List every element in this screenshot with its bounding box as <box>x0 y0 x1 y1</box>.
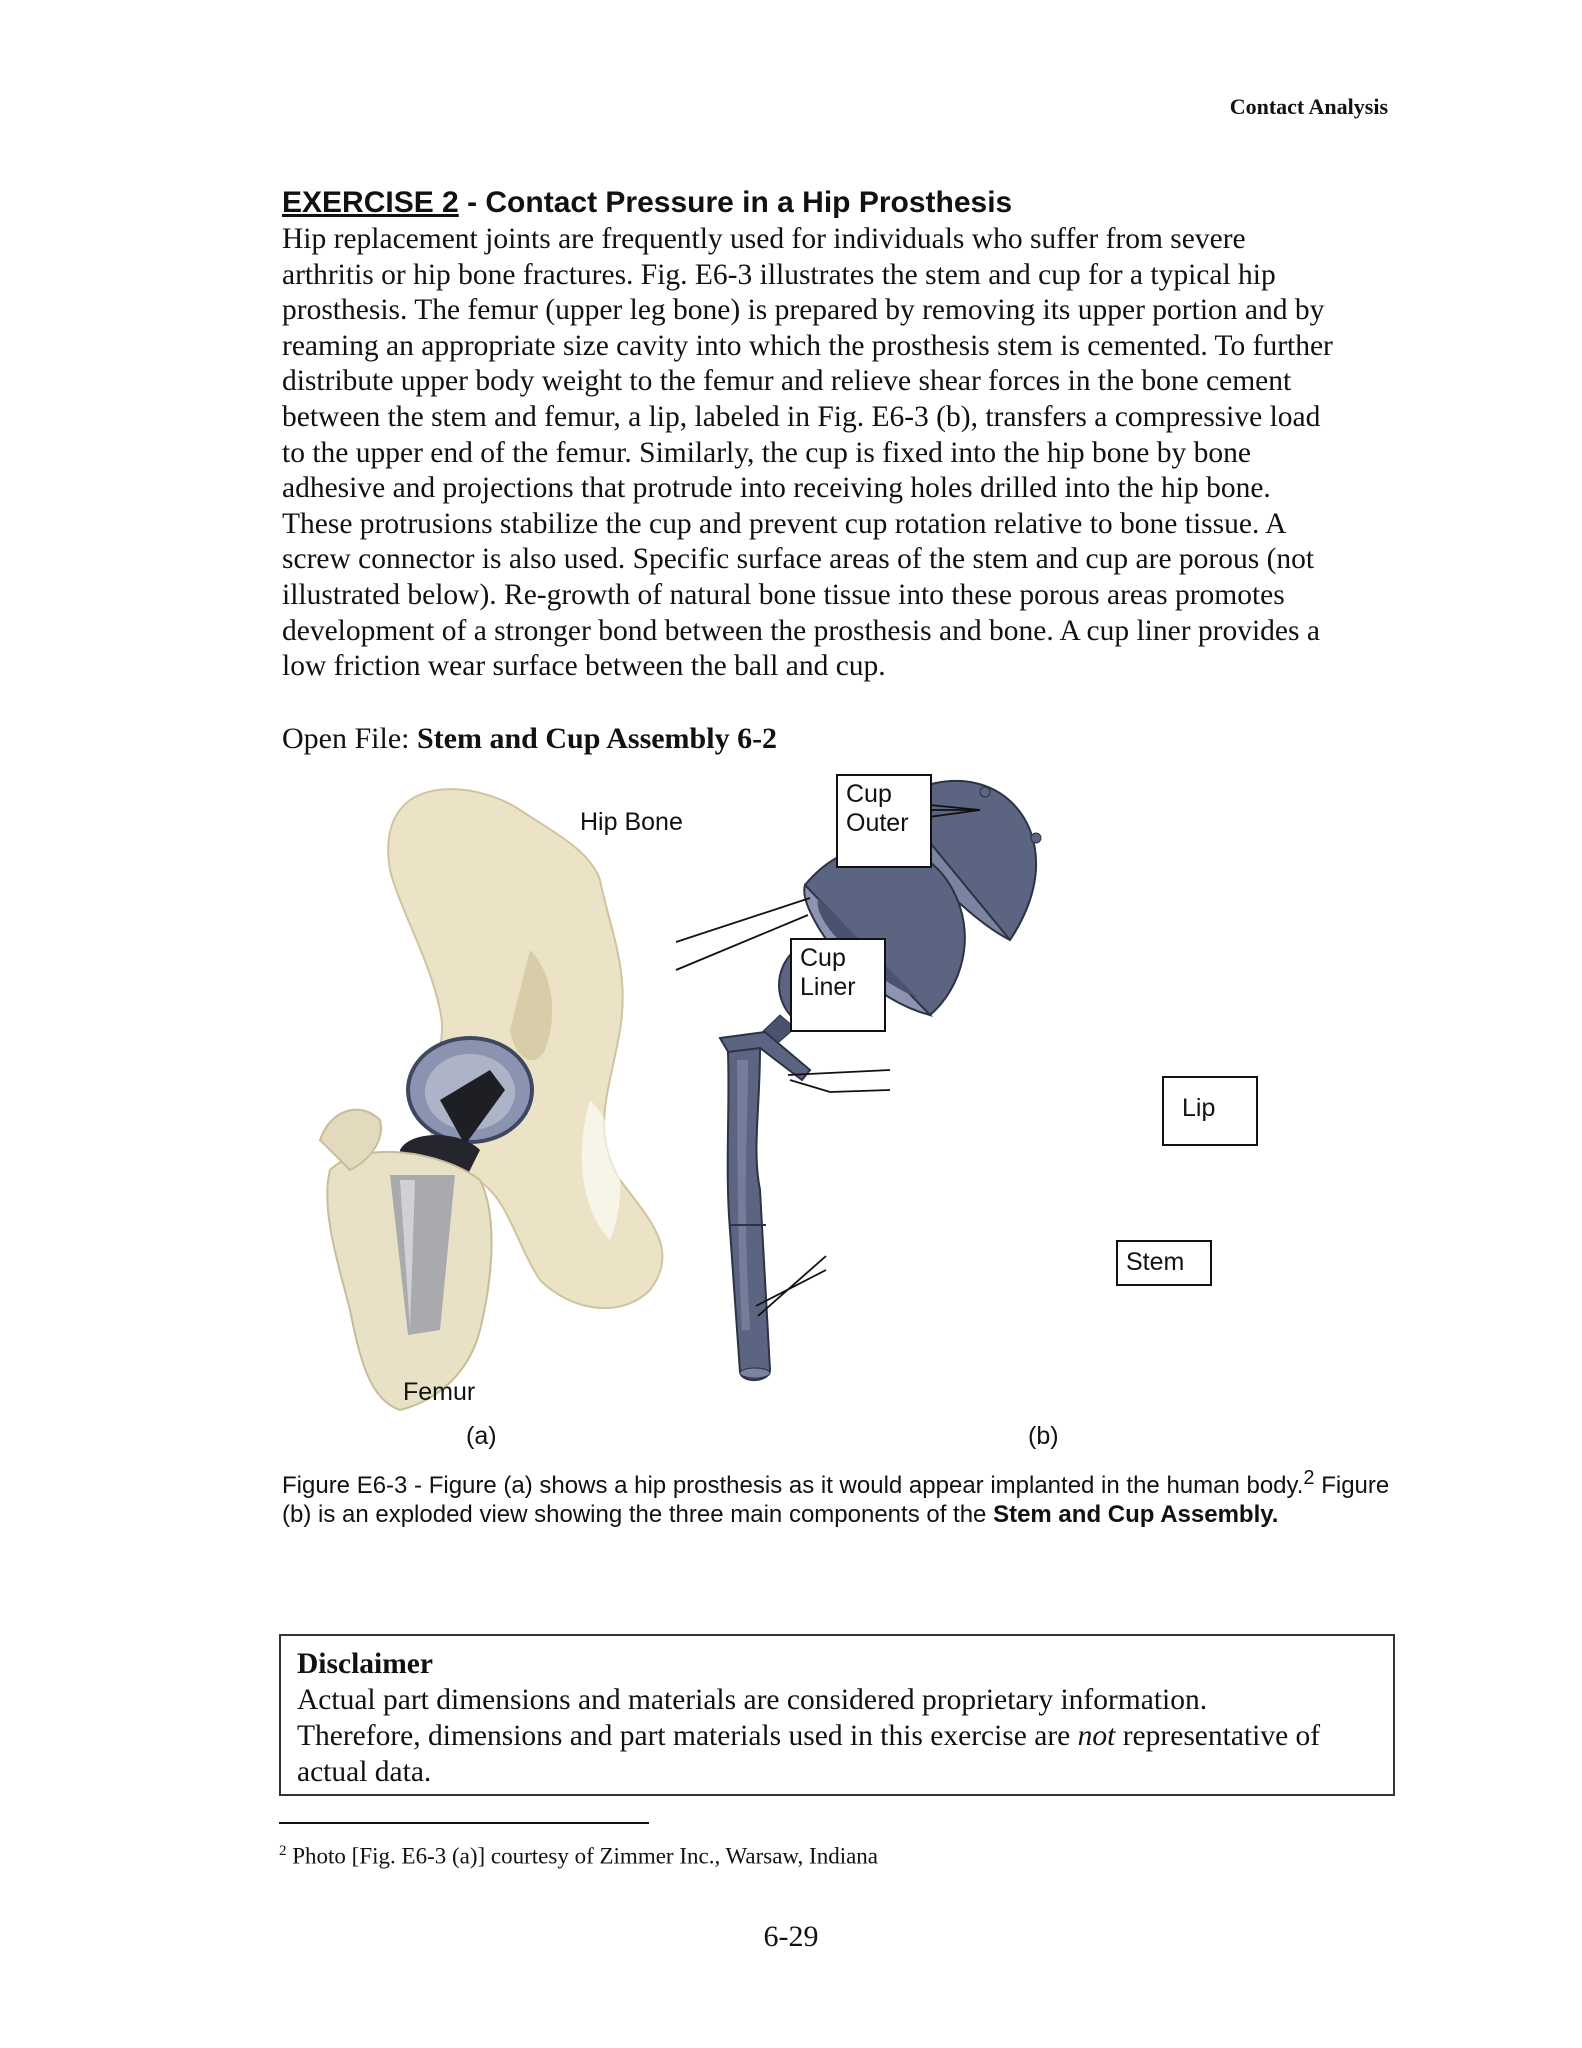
footnote <box>279 1843 878 1870</box>
exercise-title-text: - Contact Pressure in a Hip Prosthesis <box>458 186 1013 219</box>
label-stem: Stem <box>1116 1240 1212 1286</box>
disclaimer-line1: Actual part dimensions and materials are considered proprietary information. <box>297 1684 1208 1716</box>
disclaimer-line2b: representative of <box>1115 1720 1321 1752</box>
exercise-label: EXERCISE 2 <box>282 186 459 219</box>
caption-footnote-mark: 2 <box>1303 1467 1315 1489</box>
hip-photo-illustration <box>300 770 770 1410</box>
open-file-line <box>282 722 777 756</box>
open-file-label: Open File: <box>282 722 417 755</box>
exercise-body: Hip replacement joints are frequently used for individuals who suffer from severe arthritis or hip bone fractures. Fig. E6-3 illustrates the stem and cup for a typical hip prosthesis. The femur (upper leg bone) is prepared by removing its upper portion and by reaming an appropriate size cavity into which the prosthesis stem is cemented. To further distribute upper body weight to the femur and relieve shear forces in the bone cement between the stem and femur, a lip, labeled in Fig. E6-3 (b), transfers a compressive load to the upper end of the femur. Similarly, the cup is fixed into the hip bone by bone adhesive and projections that protrude into receiving holes drilled into the hip bone. These protrusions stabilize the cup and prevent cup rotation relative to bone tissue. A screw connector is also used. Specific surface areas of the stem and cup are porous (not illustrated below). Re-growth of natural bone tissue into these porous areas promotes development of a stronger bond between the prosthesis and bone. A cup liner provides a low friction wear surface between the ball and cup. <box>282 223 1333 683</box>
disclaimer-heading: Disclaimer <box>297 1648 433 1680</box>
caption-bold: Stem and Cup Assembly. <box>993 1501 1279 1528</box>
caption-part1: Figure E6-3 - Figure (a) shows a hip prosthesis as it would appear implanted in the human body. <box>282 1472 1304 1499</box>
label-hip-bone: Hip Bone <box>580 808 683 836</box>
label-cup-liner-line1: Cup <box>800 944 846 972</box>
figure-caption <box>282 1464 1402 1529</box>
label-cup-outer-line1: Cup <box>846 780 892 808</box>
disclaimer-line2 <box>297 1718 1377 1754</box>
running-header: Contact Analysis <box>1229 94 1388 119</box>
exercise-title <box>282 186 1012 220</box>
page-number: 6-29 <box>763 1920 819 1953</box>
label-cup-outer-line2: Outer <box>846 809 909 837</box>
caption-part2: Figure (b) is an exploded view showing the three main components of the <box>282 1472 1390 1528</box>
label-cup-liner-line2: Liner <box>800 973 856 1001</box>
figure-e6-3 <box>290 770 1330 1450</box>
footnote-mark: 2 <box>279 1843 287 1859</box>
label-sub-b: (b) <box>1028 1422 1059 1450</box>
footnote-rule <box>279 1822 649 1824</box>
disclaimer-line3: actual data. <box>297 1756 432 1788</box>
label-cup-liner <box>790 938 886 1032</box>
disclaimer-box <box>279 1634 1395 1796</box>
disclaimer-emphasis: not <box>1077 1720 1116 1752</box>
label-cup-outer <box>836 774 932 868</box>
open-file-name: Stem and Cup Assembly 6-2 <box>417 722 778 755</box>
label-femur: Femur <box>403 1378 476 1406</box>
label-lip: Lip <box>1162 1076 1258 1146</box>
footnote-text: Photo [Fig. E6-3 (a)] courtesy of Zimmer Inc., Warsaw, Indiana <box>286 1843 879 1869</box>
label-sub-a: (a) <box>466 1422 497 1450</box>
disclaimer-line2a: Therefore, dimensions and part materials used in this exercise are <box>297 1720 1078 1752</box>
